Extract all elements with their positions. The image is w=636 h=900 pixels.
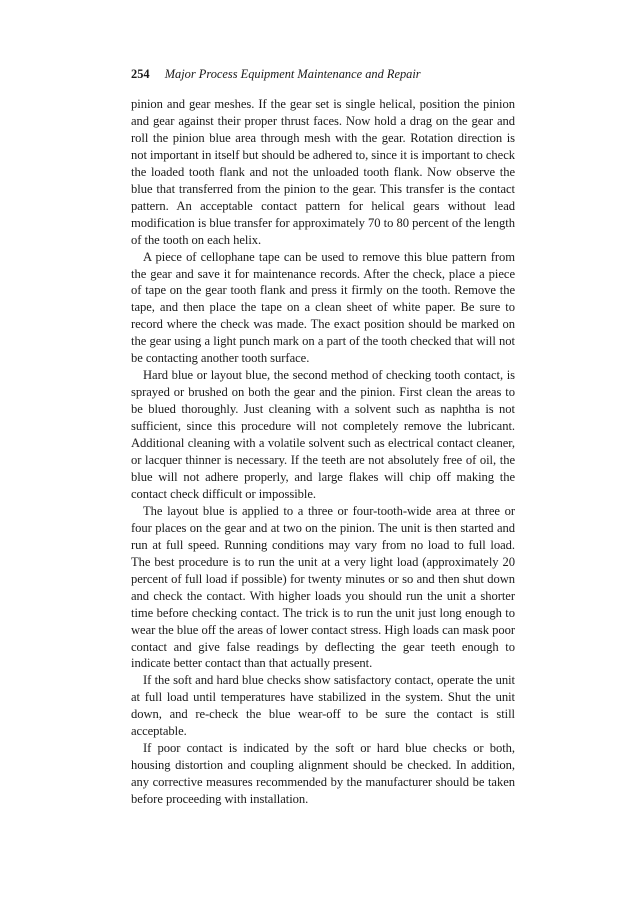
paragraph-cellophane-tape: A piece of cellophane tape can be used to remove this blue pattern from the gear and save it for maintenance records. After the check, place a piece of tape on the gear tooth flank and press it firmly on the tooth. Remove the tape, and then place the tape on a clean sheet of white paper. Be sure to record where the check was made. The exact position should be marked on the gear using a light punch mark on a part of the tooth checked that will not be contacting another tooth surface. xyxy=(131,249,515,366)
paragraph-hard-blue: Hard blue or layout blue, the second method of checking tooth contact, is sprayed or brushed on both the gear and the pinion. First clean the areas to be blued thoroughly. Just cleaning with a solvent such as naphtha is not sufficient, since this procedure will not completely remove the lubricant. Additional cleaning with a volatile solvent such as electrical contact cleaner, or lacquer thinner is necessary. If the teeth are not absolutely free of oil, the blue will not adhere properly, and large flakes will chip off making the contact check difficult or impossible. xyxy=(131,368,515,501)
paragraph-layout-blue: The layout blue is applied to a three or four-tooth-wide area at three or four places on the gear and at two on the pinion. The unit is then started and run at full speed. Running conditions may vary from no load to full load. The best procedure is to run the unit at a very light load (approximately 20 percent of full load if possible) for twenty minutes or so and then shut down and check the contact. With higher loads you should run the unit a shorter time before checking contact. The trick is to run the unit just long enough to wear the blue off the areas of lower contact stress. High loads can mask poor contact and give false readings by deflecting the gear teeth enough to indicate better contact than that actually present. xyxy=(131,503,515,671)
paragraph-continued: pinion and gear meshes. If the gear set is single helical, position the pinion and gear against their proper thrust faces. Now hold a drag on the gear and roll the pinion blue area through mesh with the gear. Rotation direction is not important in itself but should be adhered to, since it is important to check the loaded tooth flank and not the unloaded tooth flank. Now observe the blue that transferred from the pinion to the gear. This transfer is the contact pattern. An acceptable contact pattern for helical gears without lead modification is blue transfer for approximately 70 to 80 percent of the length of the tooth on each helix. xyxy=(131,97,515,247)
body-text xyxy=(131,96,515,808)
book-page xyxy=(131,66,515,808)
running-head xyxy=(131,66,515,82)
book-title: Major Process Equipment Maintenance and Repair xyxy=(164,67,421,81)
paragraph-poor-contact: If poor contact is indicated by the soft or hard blue checks or both, housing distortion and coupling alignment should be checked. In addition, any corrective measures recommended by the manufacturer should be taken before proceeding with installation. xyxy=(131,741,515,807)
page-number: 254 xyxy=(131,67,150,81)
paragraph-satisfactory-contact: If the soft and hard blue checks show satisfactory contact, operate the unit at full load until temperatures have stabilized in the system. Shut the unit down, and re-check the blue wear-off to be sure the contact is still acceptable. xyxy=(131,673,515,739)
